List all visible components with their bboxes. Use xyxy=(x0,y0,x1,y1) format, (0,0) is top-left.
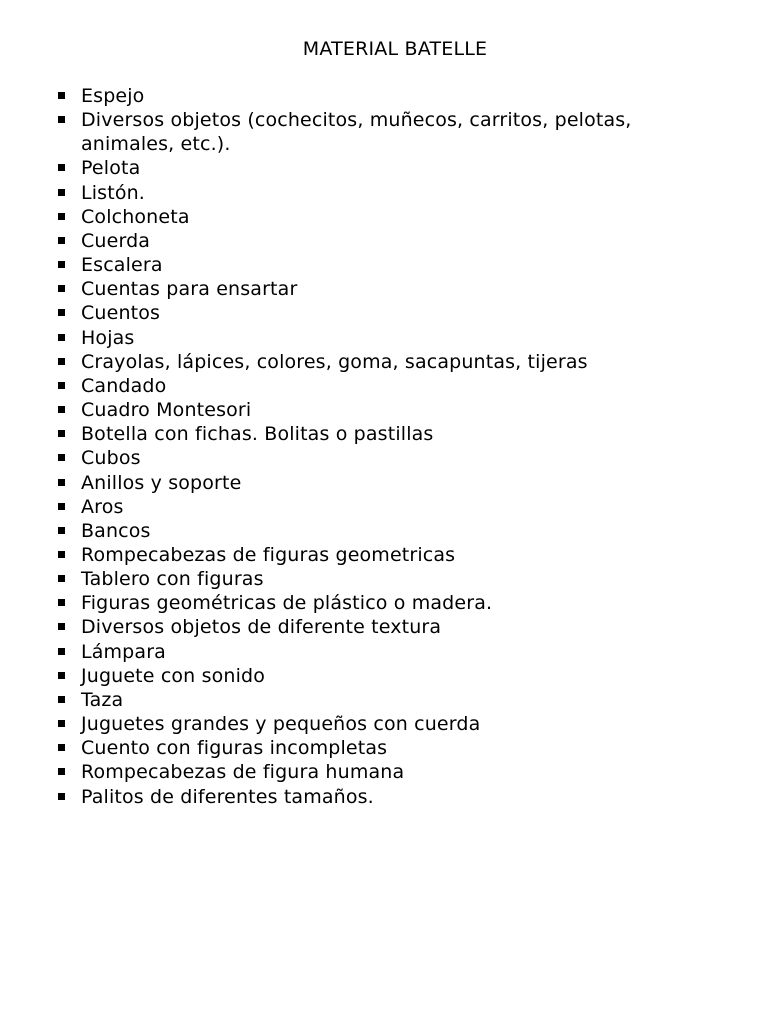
list-item xyxy=(54,84,694,108)
list-item xyxy=(54,495,694,519)
list-item xyxy=(54,736,694,760)
list-item xyxy=(54,519,694,543)
list-item xyxy=(54,567,694,591)
list-item xyxy=(54,301,694,325)
list-item-text: Candado xyxy=(81,374,167,397)
square-bullet-icon xyxy=(58,479,65,486)
list-item-text: Colchoneta xyxy=(81,205,190,228)
list-item-text: Tablero con figuras xyxy=(81,568,264,591)
square-bullet-icon xyxy=(58,696,65,703)
list-item-text: Taza xyxy=(81,688,124,711)
list-item-text: Aros xyxy=(81,495,124,518)
list-item-text: Listón. xyxy=(81,181,145,204)
square-bullet-icon xyxy=(58,189,65,196)
square-bullet-icon xyxy=(58,382,65,389)
list-item-text: Hojas xyxy=(81,326,135,349)
list-item-text: Juguetes grandes y pequeños con cuerda xyxy=(81,713,481,736)
square-bullet-icon xyxy=(58,793,65,800)
list-item xyxy=(54,181,694,205)
list-item-text: Botella con fichas. Bolitas o pastillas xyxy=(81,423,434,446)
list-item-text: Lámpara xyxy=(81,640,166,663)
list-item-text: Crayolas, lápices, colores, goma, sacapuntas, tijeras xyxy=(81,350,588,373)
list-item xyxy=(54,229,694,253)
list-item-text: Juguete con sonido xyxy=(81,664,265,687)
list-item-text: Rompecabezas de figuras geometricas xyxy=(81,543,456,566)
list-item-text: Cuadro Montesori xyxy=(81,399,252,422)
list-item-text: Cubos xyxy=(81,447,141,470)
list-item-text: Figuras geométricas de plástico o madera. xyxy=(81,592,493,615)
square-bullet-icon xyxy=(58,599,65,606)
page-title: MATERIAL BATELLE xyxy=(302,38,488,60)
square-bullet-icon xyxy=(58,116,65,123)
list-item xyxy=(54,253,694,277)
square-bullet-icon xyxy=(58,334,65,341)
list-item-text: Cuentas para ensartar xyxy=(81,278,298,301)
list-item xyxy=(54,422,694,446)
list-item-text: Cuerda xyxy=(81,229,151,252)
square-bullet-icon xyxy=(58,358,65,365)
list-item xyxy=(54,205,694,229)
list-item-text: Cuentos xyxy=(81,302,161,325)
square-bullet-icon xyxy=(58,768,65,775)
list-item xyxy=(54,471,694,495)
list-item xyxy=(54,108,694,156)
list-item xyxy=(54,615,694,639)
square-bullet-icon xyxy=(58,551,65,558)
list-item xyxy=(54,446,694,470)
square-bullet-icon xyxy=(58,164,65,171)
list-item-text: Diversos objetos (cochecitos, muñecos, carritos, pelotas, animales, etc.). xyxy=(81,109,632,156)
list-item xyxy=(54,543,694,567)
square-bullet-icon xyxy=(58,92,65,99)
square-bullet-icon xyxy=(58,261,65,268)
list-item xyxy=(54,712,694,736)
list-item xyxy=(54,350,694,374)
list-item xyxy=(54,640,694,664)
square-bullet-icon xyxy=(58,720,65,727)
square-bullet-icon xyxy=(58,309,65,316)
list-item xyxy=(54,277,694,301)
list-item xyxy=(54,326,694,350)
square-bullet-icon xyxy=(58,406,65,413)
list-item xyxy=(54,156,694,180)
square-bullet-icon xyxy=(58,672,65,679)
list-item-text: Cuento con figuras incompletas xyxy=(81,737,388,760)
list-item-text: Espejo xyxy=(81,85,145,107)
list-item-text: Anillos y soporte xyxy=(81,471,242,494)
list-item-text: Bancos xyxy=(81,519,151,542)
list-item xyxy=(54,591,694,615)
list-item-text: Rompecabezas de figura humana xyxy=(81,761,405,784)
square-bullet-icon xyxy=(58,527,65,534)
list-item xyxy=(54,398,694,422)
list-item-text: Palitos de diferentes tamaños. xyxy=(81,785,374,808)
list-item-text: Escalera xyxy=(81,254,163,277)
square-bullet-icon xyxy=(58,285,65,292)
square-bullet-icon xyxy=(58,623,65,630)
square-bullet-icon xyxy=(58,213,65,220)
list-item xyxy=(54,785,694,809)
square-bullet-icon xyxy=(58,454,65,461)
square-bullet-icon xyxy=(58,744,65,751)
list-item xyxy=(54,664,694,688)
square-bullet-icon xyxy=(58,575,65,582)
list-item-text: Pelota xyxy=(81,157,141,180)
square-bullet-icon xyxy=(58,430,65,437)
list-item xyxy=(54,688,694,712)
list-item xyxy=(54,374,694,398)
square-bullet-icon xyxy=(58,237,65,244)
list-item xyxy=(54,760,694,784)
square-bullet-icon xyxy=(58,503,65,510)
square-bullet-icon xyxy=(58,648,65,655)
material-list xyxy=(54,84,694,809)
list-item-text: Diversos objetos de diferente textura xyxy=(81,616,442,639)
